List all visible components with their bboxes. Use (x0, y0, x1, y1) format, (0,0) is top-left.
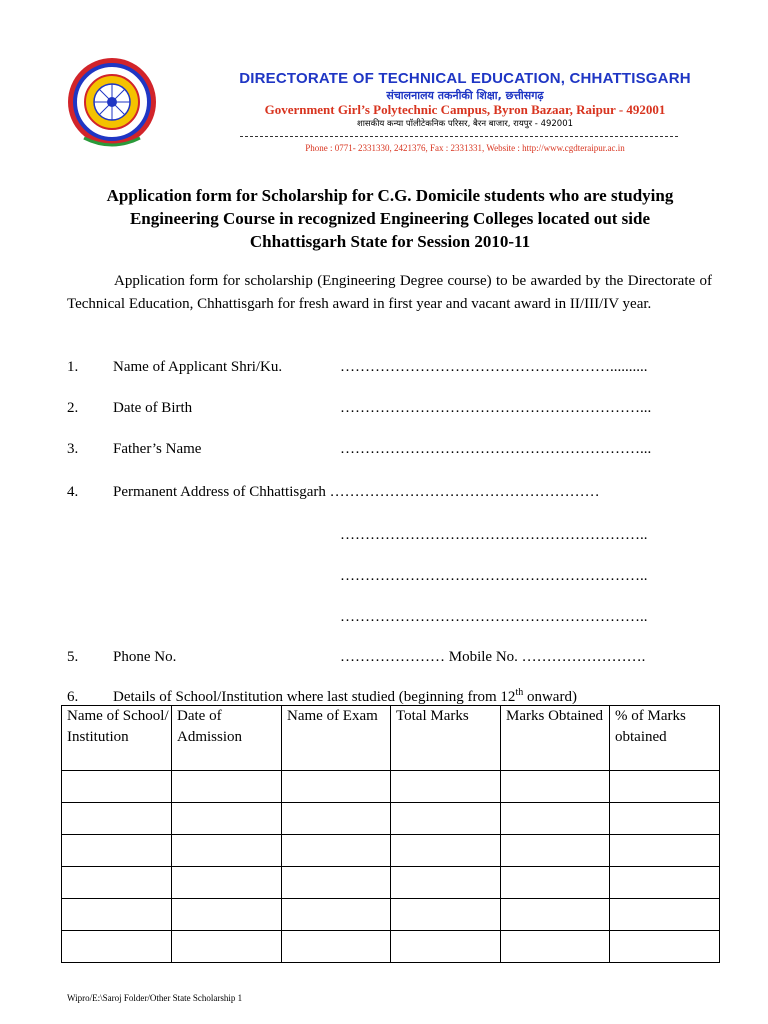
header-percent-marks: % of Marks obtained (610, 706, 720, 771)
table-cell[interactable] (62, 931, 172, 963)
header-total-marks: Total Marks (391, 706, 501, 771)
table-row (62, 803, 720, 835)
phone-label: Phone No. (113, 649, 177, 665)
table-cell[interactable] (610, 835, 720, 867)
table-cell[interactable] (391, 803, 501, 835)
table-cell[interactable] (610, 931, 720, 963)
permanent-address-line-4[interactable]: …………………………………………………….. (340, 609, 648, 625)
institution-details-table (61, 705, 720, 963)
table-cell[interactable] (172, 899, 282, 931)
table-header-row (62, 706, 720, 771)
phone-mobile-blank[interactable]: ………………… Mobile No. ……………………. (340, 649, 646, 665)
organization-name: DIRECTORATE OF TECHNICAL EDUCATION, CHHATTISGARH (239, 70, 691, 87)
header-name-of-exam: Name of Exam (282, 706, 391, 771)
table-cell[interactable] (282, 867, 391, 899)
table-cell[interactable] (172, 931, 282, 963)
table-cell[interactable] (172, 867, 282, 899)
form-title-line-2: Engineering Course in recognized Engineering Colleges located out side (129, 209, 651, 228)
institution-details-text-end: onward) (523, 689, 577, 705)
field-number-2: 2. (67, 400, 79, 416)
header-date-of-admission: Date of Admission (172, 706, 282, 771)
table-cell[interactable] (62, 867, 172, 899)
directorate-seal-logo (64, 52, 160, 156)
father-name-label: Father’s Name (113, 441, 202, 457)
table-cell[interactable] (62, 899, 172, 931)
table-row (62, 867, 720, 899)
header-school-name: Name of School/ Institution (62, 706, 172, 771)
date-of-birth-label: Date of Birth (113, 400, 193, 416)
table-cell[interactable] (172, 803, 282, 835)
table-cell[interactable] (501, 867, 610, 899)
father-name-blank[interactable]: ……………………………………………………... (340, 441, 652, 457)
table-row (62, 771, 720, 803)
table-cell[interactable] (610, 803, 720, 835)
table-cell[interactable] (282, 771, 391, 803)
table-cell[interactable] (282, 803, 391, 835)
contact-details: Phone : 0771- 2331330, 2421376, Fax : 2331331, Website : http://www.cgdteraipur.ac.in (305, 143, 625, 153)
permanent-address-line-2[interactable]: …………………………………………………….. (340, 527, 648, 543)
table-cell[interactable] (62, 771, 172, 803)
table-cell[interactable] (501, 899, 610, 931)
table-cell[interactable] (501, 835, 610, 867)
field-number-5: 5. (67, 649, 79, 665)
document-footer-path: Wipro/E:\Saroj Folder/Other State Scholarship 1 (67, 993, 243, 1003)
table-cell[interactable] (282, 899, 391, 931)
form-title-line-3: Chhattisgarh State for Session 2010-11 (249, 232, 531, 251)
header-marks-obtained: Marks Obtained (501, 706, 610, 771)
table-row (62, 931, 720, 963)
date-of-birth-blank[interactable]: ……………………………………………………... (340, 400, 652, 416)
table-cell[interactable] (391, 931, 501, 963)
table-cell[interactable] (391, 835, 501, 867)
ordinal-suffix: th (515, 687, 524, 698)
permanent-address-line-3[interactable]: …………………………………………………….. (340, 568, 648, 584)
table-cell[interactable] (391, 771, 501, 803)
institution-details-text: Details of School/Institution where last studied (beginning from 12 (113, 689, 516, 705)
intro-paragraph: Application form for scholarship (Engineering Degree course) to be awarded by the Directorate of Technical Education, Chhattisgarh for fresh award in first year and vacant award in II/III/IV year. (67, 273, 712, 312)
field-number-1: 1. (67, 359, 79, 375)
table-cell[interactable] (282, 835, 391, 867)
form-title (40, 184, 740, 253)
table-cell[interactable] (610, 771, 720, 803)
permanent-address-label[interactable]: Permanent Address of Chhattisgarh ……………………………………………… (113, 484, 600, 500)
table-cell[interactable] (172, 835, 282, 867)
institution-details-label (113, 687, 577, 707)
campus-address-hindi: शासकीय कन्या पॉलीटेकनिक परिसर, बैरन बाजार, रायपुर - 492001 (356, 119, 574, 129)
table-row (62, 899, 720, 931)
campus-address: Government Girl’s Polytechnic Campus, Byron Bazaar, Raipur - 492001 (264, 102, 666, 117)
applicant-name-label: Name of Applicant Shri/Ku. (113, 359, 283, 375)
table-cell[interactable] (391, 867, 501, 899)
table-row (62, 835, 720, 867)
table-cell[interactable] (62, 835, 172, 867)
form-title-line-1: Application form for Scholarship for C.G. Domicile students who are studying (106, 186, 674, 205)
field-number-6: 6. (67, 689, 79, 705)
field-number-4: 4. (67, 484, 79, 500)
table-cell[interactable] (391, 899, 501, 931)
table-cell[interactable] (610, 867, 720, 899)
table-cell[interactable] (501, 771, 610, 803)
table-cell[interactable] (62, 803, 172, 835)
field-number-3: 3. (67, 441, 79, 457)
applicant-name-blank[interactable]: ……………………………………………….......... (340, 359, 648, 375)
table-cell[interactable] (282, 931, 391, 963)
table-cell[interactable] (501, 931, 610, 963)
table-cell[interactable] (501, 803, 610, 835)
organization-name-hindi: संचालनालय तकनीकी शिक्षा, छत्तीसगढ़ (386, 89, 544, 102)
table-cell[interactable] (172, 771, 282, 803)
letterhead-divider (240, 136, 678, 137)
table-cell[interactable] (610, 899, 720, 931)
